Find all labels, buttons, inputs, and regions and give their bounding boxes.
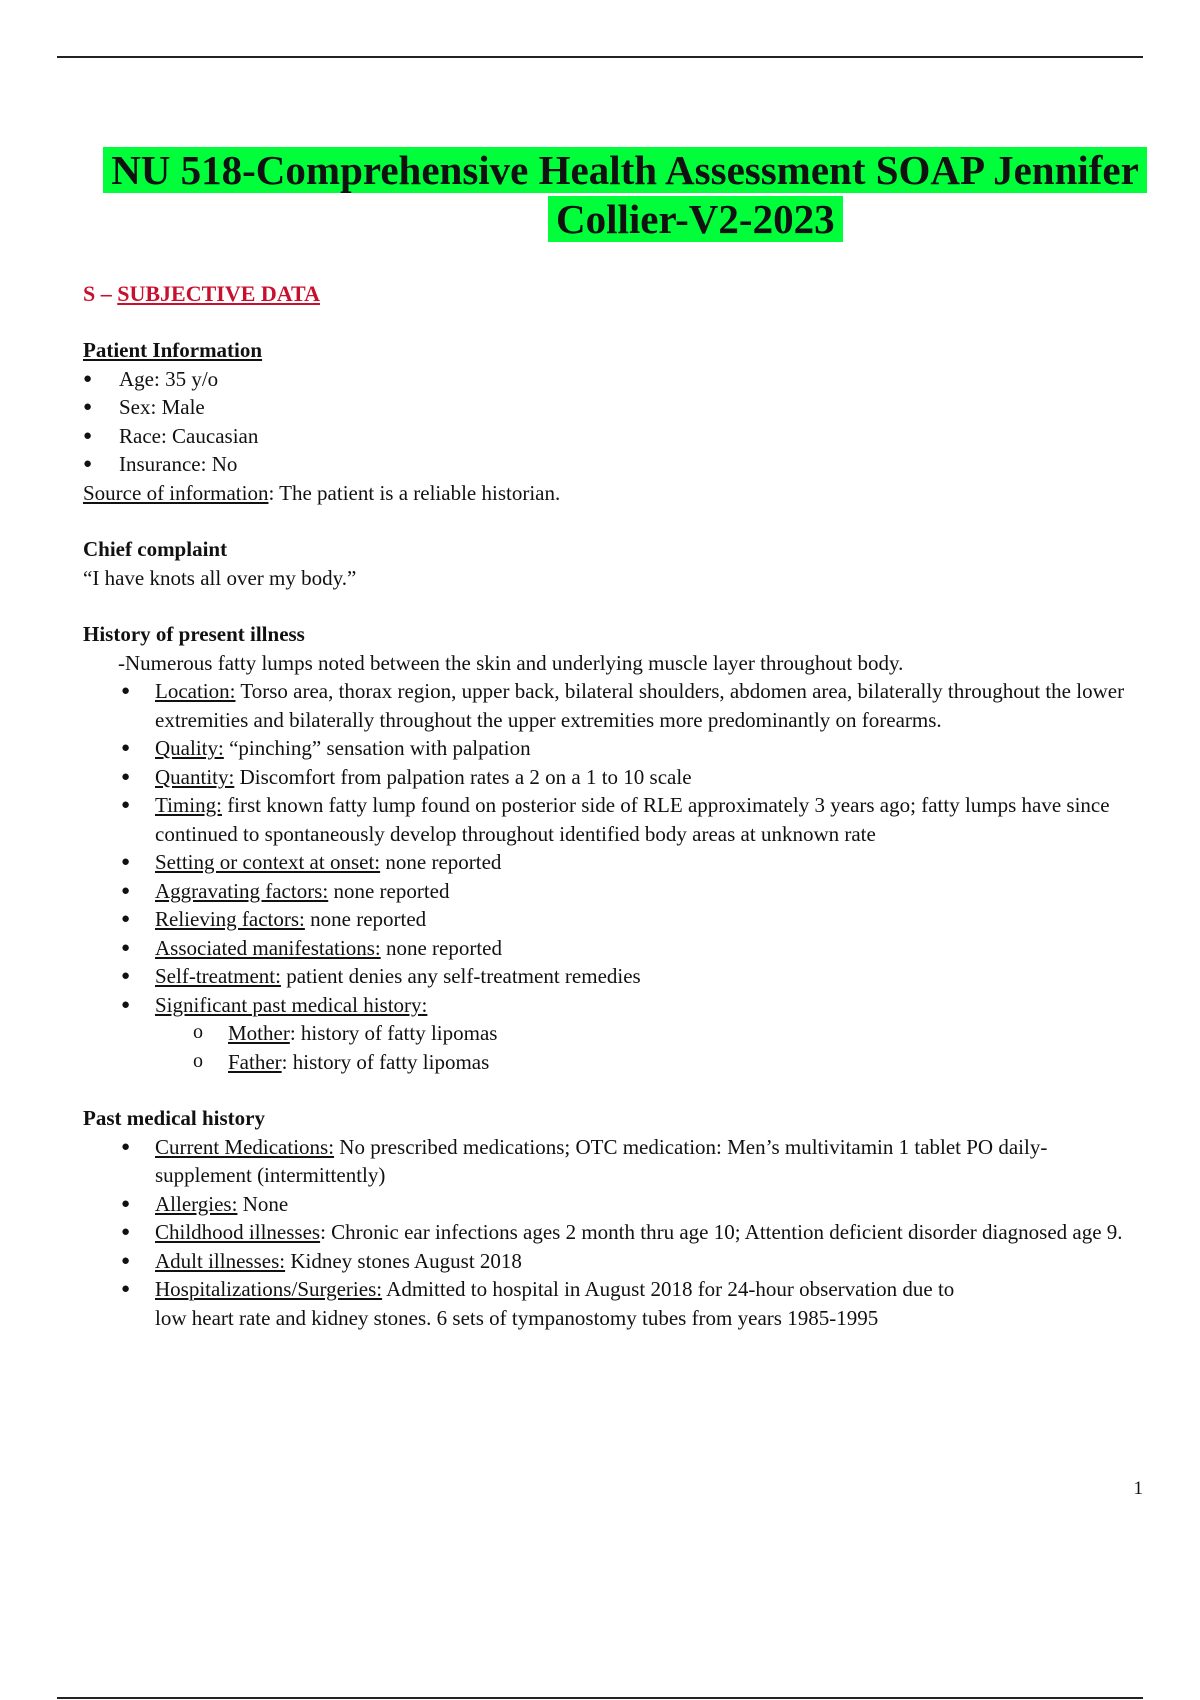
section-prefix: S – xyxy=(83,281,112,306)
list-item: ● Sex: Male xyxy=(83,393,1143,422)
item-text: “pinching” sensation with palpation xyxy=(223,736,531,760)
item-text: none reported xyxy=(328,878,450,903)
item-label: Quality: xyxy=(155,736,224,760)
patient-info-block xyxy=(83,336,1143,1332)
hpi-intro: -Numerous fatty lumps noted between the skin and underlying muscle layer throughout body. xyxy=(118,650,904,675)
hpi-heading: History of present illness xyxy=(83,622,305,646)
item-label: Associated manifestations: xyxy=(155,935,381,960)
hpi-list xyxy=(83,677,1143,1019)
list-item: ● Insurance: No xyxy=(83,450,1143,479)
list-item xyxy=(83,1218,1133,1247)
item-text: Admitted to hospital in August 2018 for 24-hour observation due to low heart rate and kidney stones. 6 sets of tympanostomy tubes from years 1985-1995 xyxy=(155,1277,955,1330)
list-item xyxy=(83,677,1143,734)
title-line-1: NU 518-Comprehensive Health Assessment SOAP Jennifer xyxy=(103,147,1147,193)
item-text: none reported xyxy=(380,935,502,960)
item-label: Relieving factors: xyxy=(155,907,305,931)
top-rule xyxy=(57,56,1143,58)
item-label: Father xyxy=(228,1049,282,1074)
item-text: No prescribed medications; OTC medication: Men’s multivitamin 1 tablet PO daily-supplement (intermittently) xyxy=(155,1134,1048,1187)
section-heading-subjective xyxy=(83,281,320,307)
item-text: : Chronic ear infections ages 2 month thru age 10; Attention deficient disorder diagnosed age 9. xyxy=(320,1220,1123,1244)
chief-complaint-heading: Chief complaint xyxy=(83,537,228,561)
page-number: 1 xyxy=(1133,1478,1143,1499)
list-item xyxy=(83,1275,1133,1332)
item-label: Adult illnesses: xyxy=(155,1248,286,1273)
list-item xyxy=(83,934,1143,963)
item-label: Hospitalizations/Surgeries: xyxy=(155,1277,383,1301)
list-item xyxy=(83,905,1143,934)
item-text: Torso area, thorax region, upper back, bilateral shoulders, abdomen area, bilaterally throughout the lower extremities and bilaterally throughout the upper extremities more predominantly on forearms. xyxy=(155,679,1125,732)
source-of-information xyxy=(83,479,1143,508)
list-item xyxy=(83,1019,1143,1048)
patient-info-heading: Patient Information xyxy=(83,338,263,362)
item-text: none reported xyxy=(380,850,502,874)
list-item xyxy=(83,1247,1133,1276)
item-label: Aggravating factors: xyxy=(155,878,329,903)
item-text: : history of fatty lipomas xyxy=(289,1021,498,1045)
source-label: Source of information xyxy=(83,480,269,505)
item-text: Kidney stones August 2018 xyxy=(285,1248,522,1273)
item-label: Significant past medical history: xyxy=(155,992,428,1017)
list-item xyxy=(83,763,1143,792)
item-label: Location: xyxy=(155,679,236,703)
list-item xyxy=(83,991,1143,1020)
pmh-list xyxy=(83,1133,1133,1333)
list-item xyxy=(83,848,1143,877)
title-line-2: Collier-V2-2023 xyxy=(548,196,843,242)
list-item: ● Age: 35 y/o xyxy=(83,365,1143,394)
item-label: Current Medications: xyxy=(155,1134,335,1159)
item-label: Timing: xyxy=(155,793,222,817)
item-label: Allergies: xyxy=(155,1191,238,1216)
item-label: Mother xyxy=(228,1021,290,1045)
list-item: ● Race: Caucasian xyxy=(83,422,1143,451)
list-item xyxy=(83,791,1143,848)
list-item xyxy=(83,962,1143,991)
patient-info-list xyxy=(83,365,1143,479)
item-text: Discomfort from palpation rates a 2 on a 1 to 10 scale xyxy=(234,764,692,789)
family-history-list xyxy=(83,1019,1143,1076)
item-label: Quantity: xyxy=(155,764,235,789)
section-label: SUBJECTIVE DATA xyxy=(117,281,320,306)
item-text: first known fatty lump found on posterior side of RLE approximately 3 years ago; fatty lumps have since continued to spontaneously develop throughout identified body areas at unknown rate xyxy=(155,793,1110,846)
source-text: : The patient is a reliable historian. xyxy=(268,480,561,505)
item-label: Self-treatment: xyxy=(155,964,281,988)
list-item xyxy=(83,1133,1133,1190)
item-text: none reported xyxy=(304,907,427,931)
item-label: Setting or context at onset: xyxy=(155,850,381,874)
chief-complaint-text: “I have knots all over my body.” xyxy=(83,565,357,590)
pmh-heading: Past medical history xyxy=(83,1106,265,1130)
list-item xyxy=(83,1048,1143,1077)
list-item xyxy=(83,877,1143,906)
item-label: Childhood illnesses xyxy=(155,1220,321,1244)
list-item xyxy=(83,734,1143,763)
list-item xyxy=(83,1190,1133,1219)
item-text: None xyxy=(237,1191,289,1216)
item-text: : history of fatty lipomas xyxy=(281,1049,490,1074)
bottom-rule xyxy=(57,1697,1143,1699)
item-text: patient denies any self-treatment remedies xyxy=(280,964,641,988)
document-title xyxy=(90,146,1160,244)
